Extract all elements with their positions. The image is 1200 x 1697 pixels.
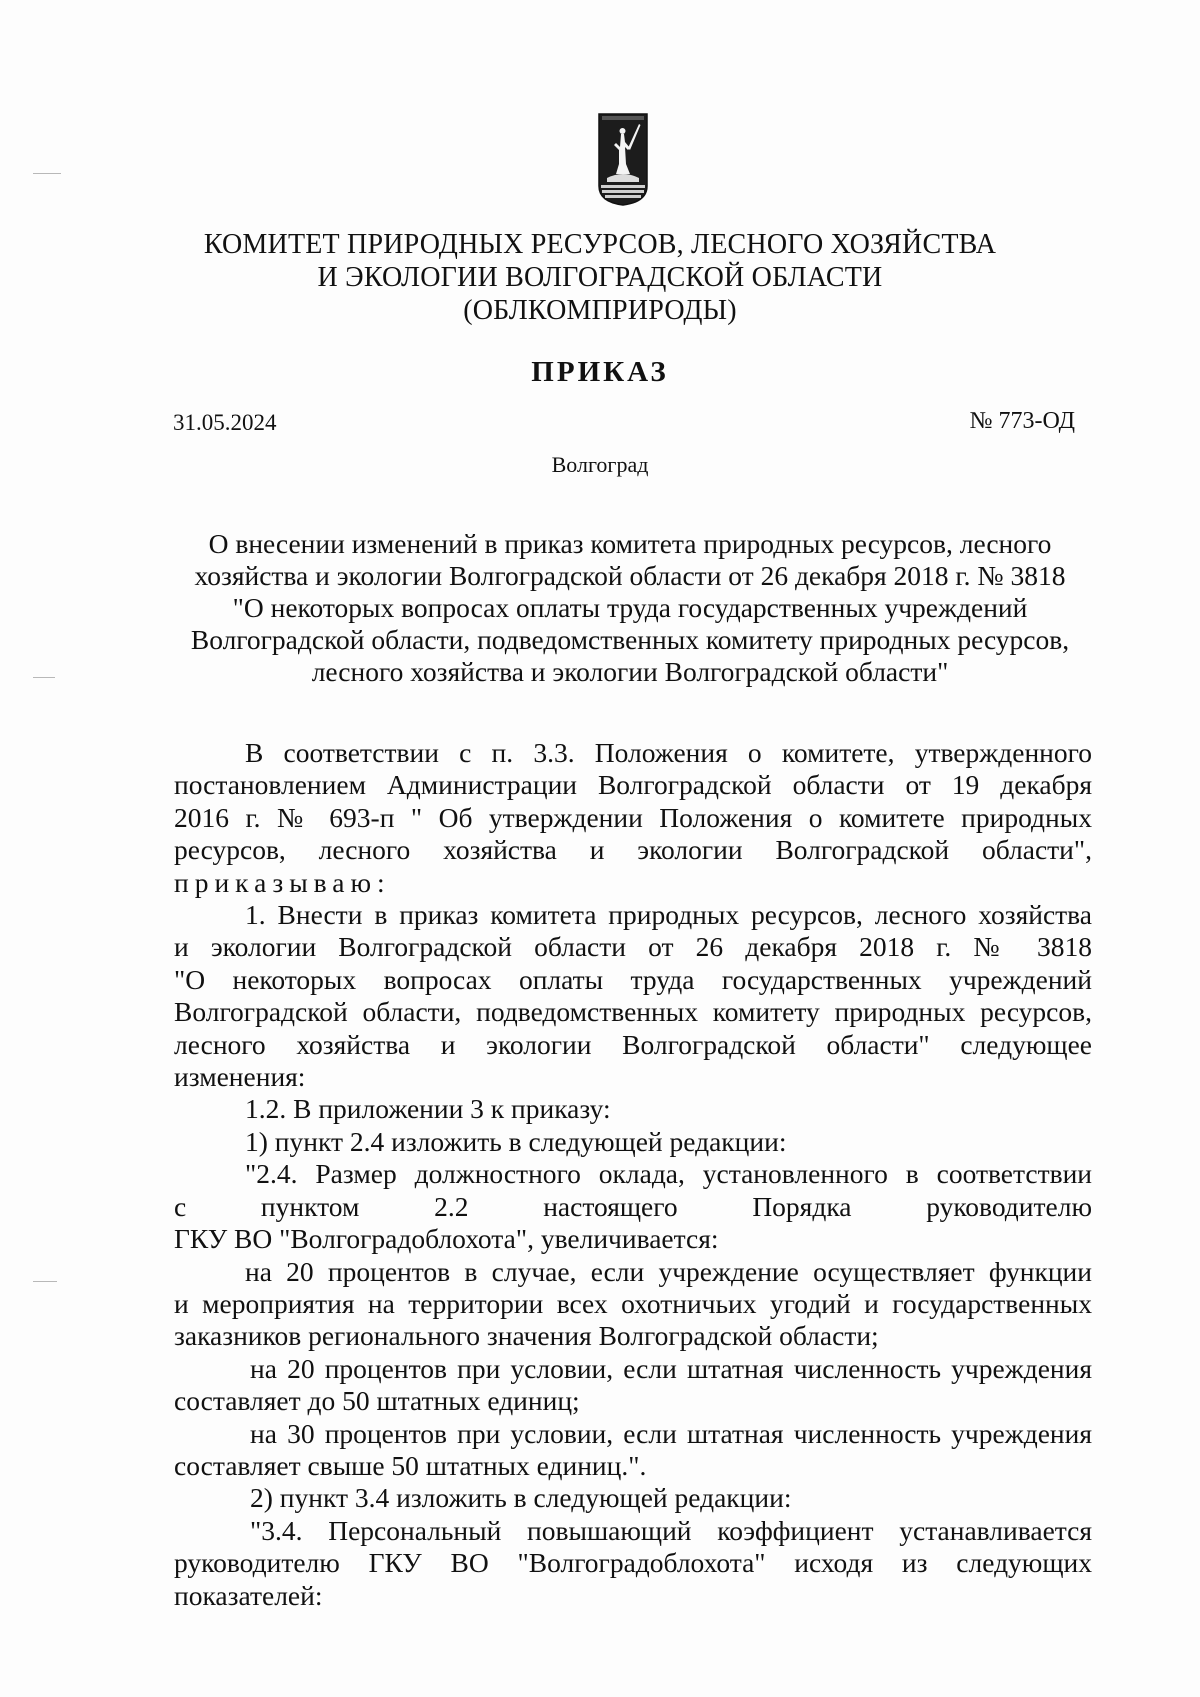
body-line: на 20 процентов в случае, если учреждение осуществляет функции xyxy=(245,1255,1092,1287)
subject-line: лесного хозяйства и экологии Волгоградской области" xyxy=(311,656,949,687)
body-line: 1.2. В приложении 3 к приказу: xyxy=(245,1093,611,1125)
body-line: изменения: xyxy=(174,1061,306,1093)
document-type: ПРИКАЗ xyxy=(531,356,669,388)
org-name-line: КОМИТЕТ ПРИРОДНЫХ РЕСУРСОВ, ЛЕСНОГО ХОЗЯЙСТВА xyxy=(203,229,997,260)
subject-line: Волгоградской области, подведомственных комитету природных ресурсов, xyxy=(190,624,1070,655)
document-subject xyxy=(170,528,1090,688)
body-line: лесного хозяйства и экологии Волгоградской области" следующее xyxy=(174,1028,1092,1060)
body-line: "3.4. Персональный повышающий коэффициент устанавливается xyxy=(250,1514,1092,1546)
body-line: показателей: xyxy=(174,1579,323,1611)
body-line: ресурсов, лесного хозяйства и экологии Волгоградской области", xyxy=(174,834,1092,866)
document-city: Волгоград xyxy=(551,452,649,477)
body-line: и мероприятия на территории всех охотничьих угодий и государственных xyxy=(174,1287,1092,1319)
scan-mark xyxy=(33,1281,57,1282)
document-date: 31.05.2024 xyxy=(173,410,277,435)
body-line: Волгоградской области, подведомственных комитету природных ресурсов, xyxy=(174,996,1092,1028)
body-line: "2.4. Размер должностного оклада, установленного в соответствии xyxy=(245,1158,1092,1190)
org-name-line: И ЭКОЛОГИИ ВОЛГОГРАДСКОЙ ОБЛАСТИ xyxy=(317,262,883,293)
body-line: 2) пункт 3.4 изложить в следующей редакции: xyxy=(250,1482,792,1514)
body-line: с пунктом 2.2 настоящего Порядка руководителю xyxy=(174,1190,1092,1222)
scan-mark xyxy=(33,677,55,678)
organization-name xyxy=(150,228,1050,327)
body-line: постановлением Администрации Волгоградской области от 19 декабря xyxy=(174,769,1092,801)
body-line: составляет свыше 50 штатных единиц.". xyxy=(174,1449,647,1481)
body-line: ГКУ ВО "Волгоградоблохота", увеличивается: xyxy=(174,1223,719,1255)
body-line: 1) пункт 2.4 изложить в следующей редакции: xyxy=(245,1125,787,1157)
body-line: на 20 процентов при условии, если штатная численность учреждения xyxy=(250,1352,1092,1384)
subject-line: хозяйства и экологии Волгоградской области от 26 декабря 2018 г. № 3818 xyxy=(194,560,1066,591)
subject-line: "О некоторых вопросах оплаты труда государственных учреждений xyxy=(232,592,1028,623)
subject-line: О внесении изменений в приказ комитета природных ресурсов, лесного xyxy=(208,528,1052,559)
scan-mark xyxy=(33,173,61,174)
body-line: приказываю: xyxy=(174,866,391,898)
body-line: и экологии Волгоградской области от 26 декабря 2018 г. № 3818 xyxy=(174,931,1092,963)
body-line: 2016 г. № 693-п " Об утверждении Положения о комитете природных xyxy=(174,801,1092,833)
body-line: В соответствии с п. 3.3. Положения о комитете, утвержденного xyxy=(245,737,1092,768)
document-body xyxy=(174,737,1092,1612)
volgograd-coat-of-arms-icon xyxy=(597,112,649,207)
document-number: № 773-ОД xyxy=(969,408,1075,434)
org-short-name: (ОБЛКОМПРИРОДЫ) xyxy=(463,295,737,326)
body-line: заказников регионального значения Волгоградской области; xyxy=(174,1320,879,1352)
body-line: на 30 процентов при условии, если штатная численность учреждения xyxy=(250,1417,1092,1449)
body-line: "О некоторых вопросах оплаты труда государственных учреждений xyxy=(174,963,1092,995)
body-line: 1. Внести в приказ комитета природных ресурсов, лесного хозяйства xyxy=(245,899,1092,931)
body-line: руководителю ГКУ ВО "Волгоградоблохота" исходя из следующих xyxy=(174,1547,1092,1579)
body-line: составляет до 50 штатных единиц; xyxy=(174,1385,580,1417)
